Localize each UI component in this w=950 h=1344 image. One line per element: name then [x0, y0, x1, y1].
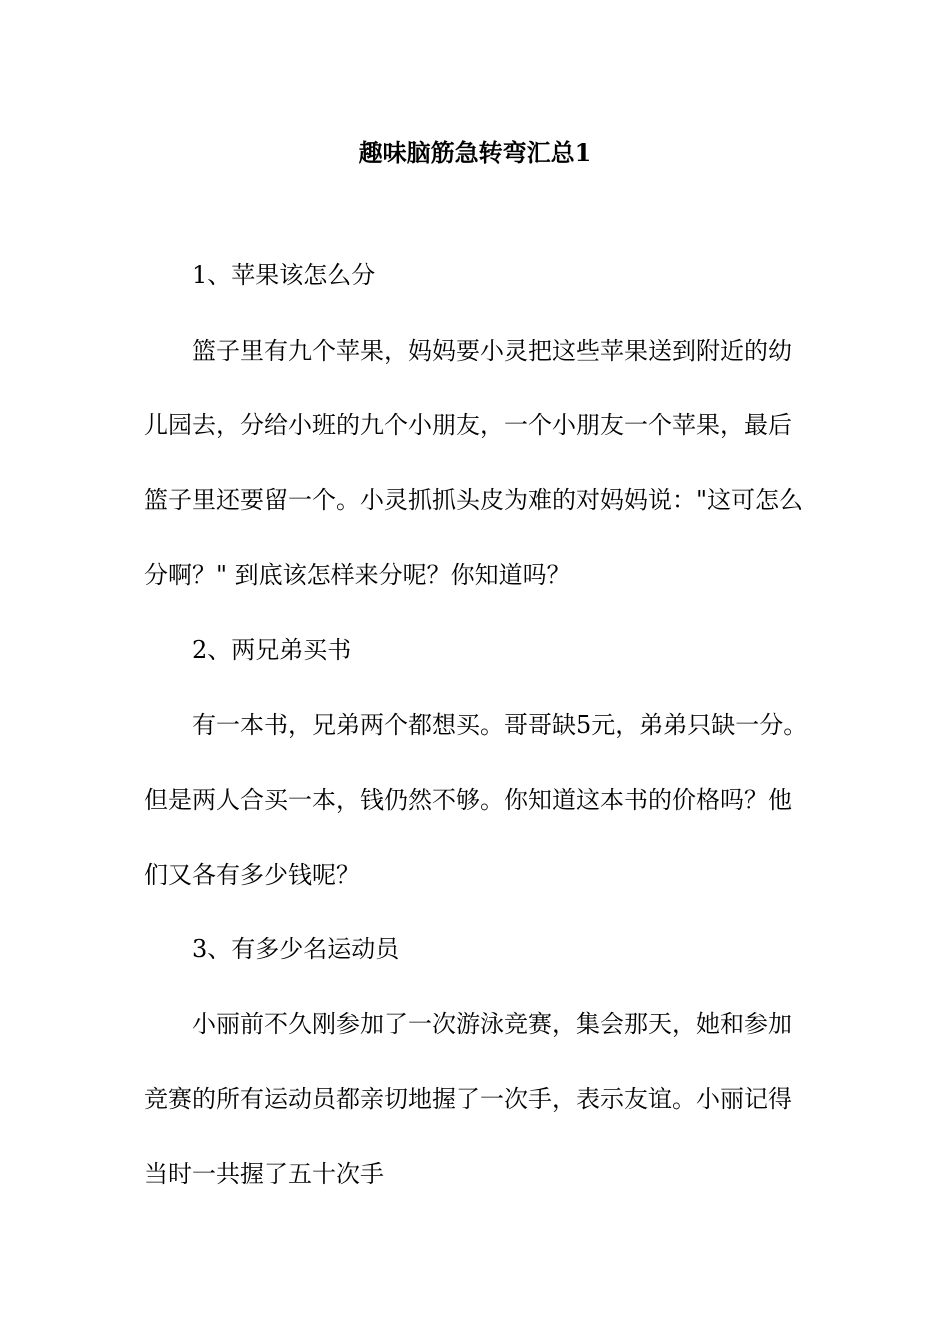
paragraph-line: 分啊？" 到底该怎样来分呢？你知道吗？ — [144, 561, 571, 589]
paragraph-line: 小丽前不久刚参加了一次游泳竞赛，集会那天，她和参加 — [192, 1010, 792, 1038]
paragraph-line: 但是两人合买一本，钱仍然不够。你知道这本书的价格吗？他 — [144, 786, 792, 814]
paragraph-line: 竞赛的所有运动员都亲切地握了一次手，表示友谊。小丽记得 — [144, 1085, 792, 1113]
document-title: 趣味脑筋急转弯汇总1 — [358, 138, 592, 167]
paragraph-line: 当时一共握了五十次手 — [144, 1160, 384, 1188]
section-heading-2: 2、两兄弟买书 — [192, 636, 352, 664]
section-heading-3: 3、有多少名运动员 — [192, 935, 400, 963]
paragraph-line: 篮子里有九个苹果，妈妈要小灵把这些苹果送到附近的幼 — [192, 337, 792, 365]
section-heading-1: 1、苹果该怎么分 — [192, 261, 376, 289]
paragraph-line: 们又各有多少钱呢？ — [144, 861, 360, 889]
paragraph-line: 有一本书，兄弟两个都想买。哥哥缺5元，弟弟只缺一分。 — [192, 711, 808, 739]
paragraph-line: 儿园去，分给小班的九个小朋友，一个小朋友一个苹果，最后 — [144, 411, 792, 439]
paragraph-line: 篮子里还要留一个。小灵抓抓头皮为难的对妈妈说："这可怎么 — [144, 486, 804, 514]
